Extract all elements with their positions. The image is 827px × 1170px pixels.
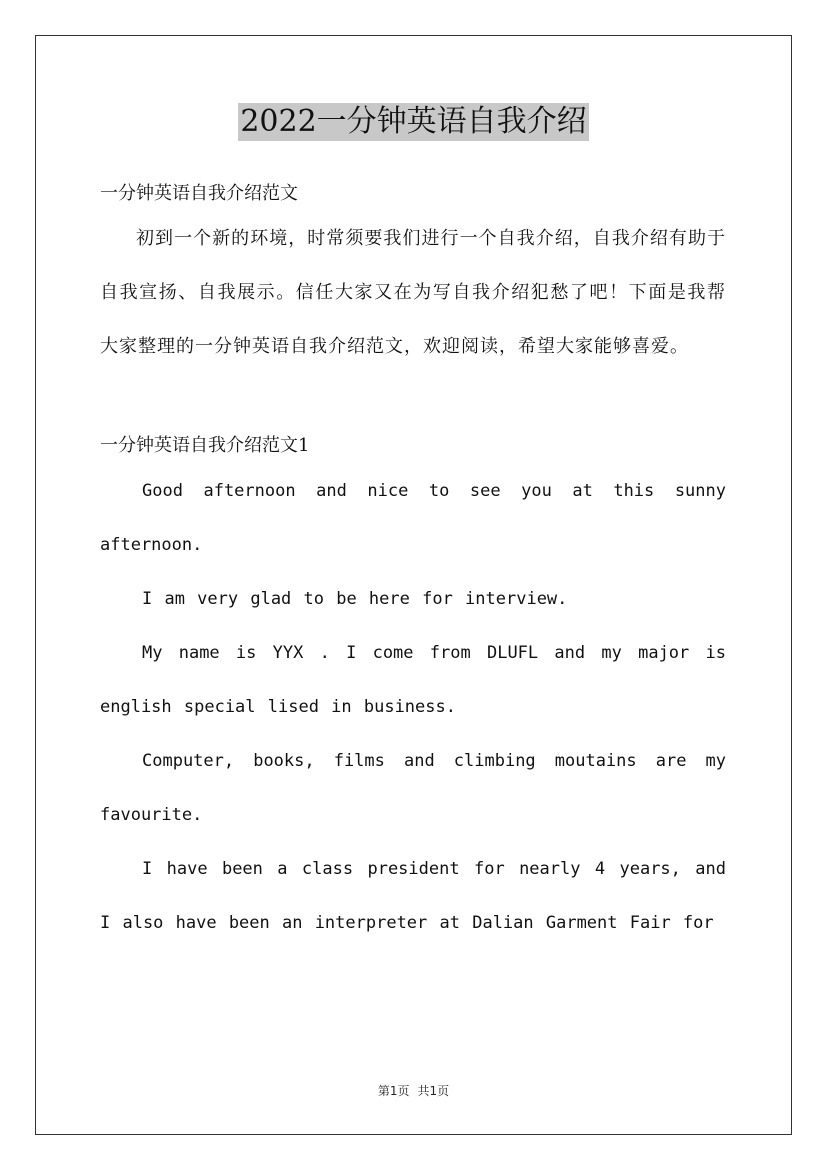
subheading: 一分钟英语自我介绍范文: [100, 183, 298, 204]
title-container: [0, 103, 827, 141]
document-body: [100, 176, 726, 950]
paragraph: Good afternoon and nice to see you at this sunny afternoon.: [100, 481, 726, 555]
paragraph: I am very glad to be here for interview.: [142, 589, 568, 609]
paragraph: Computer, books, films and climbing moutains are my favourite.: [100, 751, 726, 825]
spacer: [100, 374, 726, 428]
page-footer: [0, 1082, 827, 1099]
paragraph: I have been a class president for nearly 4 years, and I also have been an interpreter at Dalian Garment Fair for: [100, 859, 726, 933]
paragraph: My name is YYX . I come from DLUFL and my major is english special lised in business.: [100, 643, 726, 717]
document-title: 2022一分钟英语自我介绍: [240, 104, 587, 139]
page-number: 第1页: [377, 1084, 410, 1098]
page-total: 共1页: [417, 1084, 450, 1098]
intro-paragraph: 初到一个新的环境，时常须要我们进行一个自我介绍，自我介绍有助于自我宣扬、自我展示。信任大家又在为写自我介绍犯愁了吧！下面是我帮大家整理的一分钟英语自我介绍范文，欢迎阅读，希望大家能够喜爱。: [100, 228, 726, 357]
section-heading: 一分钟英语自我介绍范文1: [100, 435, 310, 456]
